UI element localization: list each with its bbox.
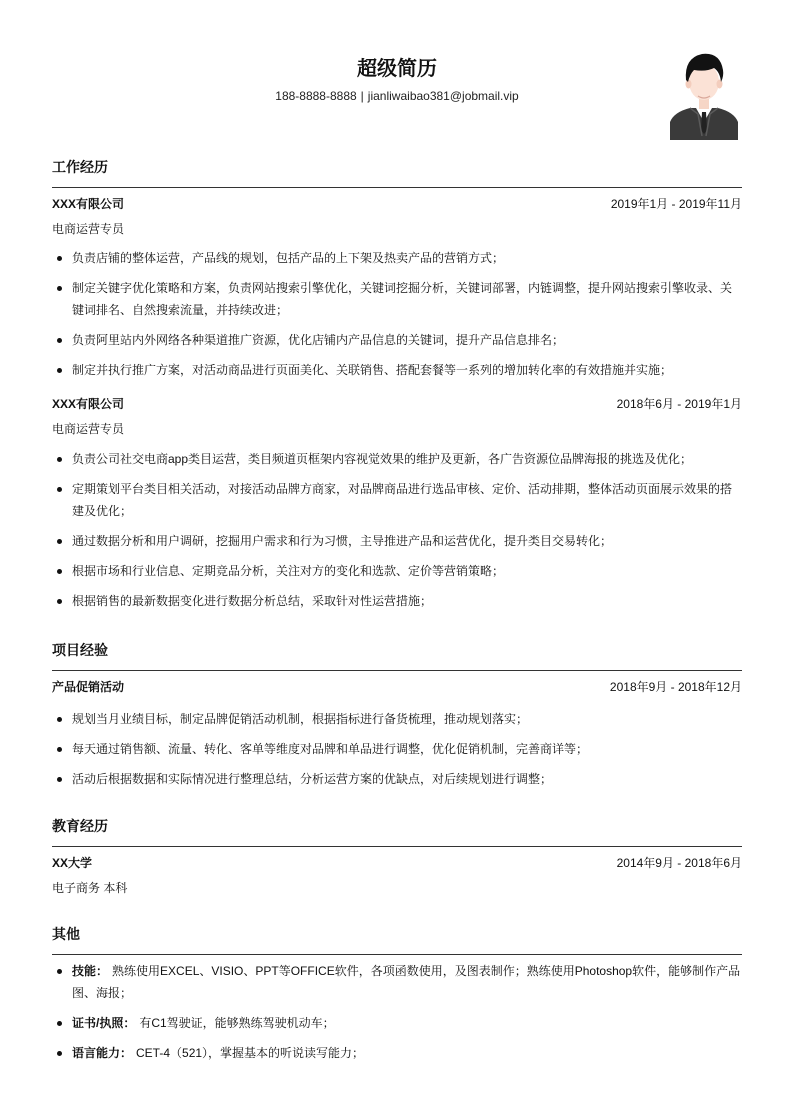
work-entry-1-header	[52, 194, 742, 214]
avatar	[668, 46, 740, 142]
work-section-header	[52, 155, 742, 188]
project-entry-header	[52, 677, 742, 697]
job-role: 电商运营专员	[52, 222, 125, 236]
list-item: 根据市场和行业信息、定期竞品分析，关注对方的变化和选款、定价等营销策略；	[52, 560, 742, 582]
certificate-label: 证书/执照：	[72, 1016, 136, 1030]
list-item: 规划当月业绩目标，制定品牌促销活动机制，根据指标进行备货梳理，推动规划落实；	[52, 708, 742, 730]
list-item: 负责阿里站内外网络各种渠道推广资源，优化店铺内产品信息的关键词，提升产品信息排名；	[52, 329, 742, 351]
list-item: 负责公司社交电商app类目运营，类目频道页框架内容视觉效果的维护及更新，各广告资源位品牌海报的挑选及优化；	[52, 448, 742, 470]
list-item: 定期策划平台类目相关活动，对接活动品牌方商家，对品牌商品进行选品审核、定价、活动排期，整体活动页面展示效果的搭建及优化；	[52, 478, 742, 522]
list-item: 制定并执行推广方案，对活动商品进行页面美化、关联销售、搭配套餐等一系列的增加转化率的有效措施并实施；	[52, 359, 742, 381]
other-section-divider	[52, 954, 742, 955]
project-section-title: 项目经验	[52, 642, 108, 658]
list-item: 制定关键字优化策略和方案，负责网站搜索引擎优化，关键词挖掘分析，关键词部署，内链调整，提升网站搜索引擎收录、关键词排名、自然搜索流量，并持续改进；	[52, 277, 742, 321]
list-item: 通过数据分析和用户调研，挖掘用户需求和行为习惯，主导推进产品和运营优化，提升类目交易转化；	[52, 530, 742, 552]
project-section-divider	[52, 670, 742, 671]
skills-item	[52, 960, 742, 1004]
work-entry-2-bullets	[52, 448, 742, 612]
contact-separator: |	[360, 89, 364, 103]
school-name: XX大学	[52, 856, 93, 870]
employment-date: 2019年1月 - 2019年11月	[610, 197, 742, 211]
education-section-divider	[52, 846, 742, 847]
other-bullets	[52, 960, 742, 1064]
employment-date: 2018年6月 - 2019年1月	[616, 397, 742, 411]
job-role: 电商运营专员	[52, 422, 125, 436]
email-address: jianliwaibao381@jobmail.vip	[367, 89, 519, 103]
person-avatar-icon	[668, 46, 740, 142]
list-item: 每天通过销售额、流量、转化、客单等维度对品牌和单品进行调整，优化促销机制，完善商详等；	[52, 738, 742, 760]
work-entry-2-header	[52, 394, 742, 414]
list-item: 负责店铺的整体运营，产品线的规划，包括产品的上下架及热卖产品的营销方式；	[52, 247, 742, 269]
language-item	[52, 1042, 742, 1064]
other-section-header	[52, 922, 742, 955]
education-entry-header	[52, 853, 742, 873]
language-text: CET-4（521），掌握基本的听说读写能力；	[136, 1046, 365, 1060]
company-name: XXX有限公司	[52, 397, 125, 411]
project-name: 产品促销活动	[52, 680, 125, 694]
work-section-divider	[52, 187, 742, 188]
education-section-header	[52, 814, 742, 847]
education-section-title: 教育经历	[52, 818, 108, 834]
work-section-title: 工作经历	[52, 159, 108, 175]
skills-label: 技能：	[72, 964, 109, 978]
certificate-item	[52, 1012, 742, 1034]
phone-number: 188-8888-8888	[275, 89, 357, 103]
project-date: 2018年9月 - 2018年12月	[609, 680, 742, 694]
company-name: XXX有限公司	[52, 197, 125, 211]
other-section-title: 其他	[52, 926, 80, 942]
work-entry-1-bullets	[52, 247, 742, 381]
education-major: 电子商务 本科	[52, 881, 128, 895]
list-item: 活动后根据数据和实际情况进行整理总结，分析运营方案的优缺点，对后续规划进行调整；	[52, 768, 742, 790]
skills-text: 熟练使用EXCEL、VISIO、PPT等OFFICE软件，各项函数使用，及图表制作；熟练使用Photoshop软件，能够制作产品图、海报；	[72, 964, 741, 1000]
certificate-text: 有C1驾驶证，能够熟练驾驶机动车；	[139, 1016, 335, 1030]
list-item: 根据销售的最新数据变化进行数据分析总结，采取针对性运营措施；	[52, 590, 742, 612]
language-label: 语言能力：	[72, 1046, 133, 1060]
project-section-header	[52, 638, 742, 671]
project-bullets	[52, 708, 742, 790]
resume-title: 超级简历	[357, 58, 437, 80]
education-date: 2014年9月 - 2018年6月	[616, 856, 742, 870]
